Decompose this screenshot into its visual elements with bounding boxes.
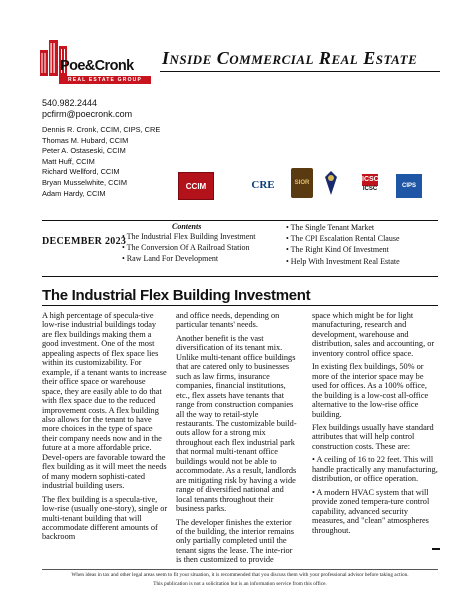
issue-date: DECEMBER 2023 — [42, 236, 127, 247]
paragraph: The flex building is a specula-tive, low-rise (usually one-story), single or multi-tenant building that will accommodate different amounts of backroom — [42, 494, 168, 542]
paragraph: A high percentage of specula-tive low-rise industrial buildings today are flex buildings making them a good investment. One of the most appealing aspects of flex space lies within its customizability. For example, if a tenant wants to increase their office space or warehouse space, they are easily able to do that with flex space due to the reduced improvement costs. A flex building also allows for the tenant to have more choices in the type of space their company needs now and in the future at a more affordable price. Devel-opers are favorable toward the flex building as it will meet the needs of many modern sophisti-cated industrial building users. — [42, 311, 167, 491]
toc-item[interactable]: • Help With Investment Real Estate — [286, 256, 400, 266]
article-column-1 — [42, 311, 168, 546]
icsc-logo — [360, 168, 380, 198]
staff-member: Dennis R. Cronk, CCIM, CIPS, CRE — [42, 125, 161, 134]
company-subtitle: REAL ESTATE GROUP — [59, 76, 151, 84]
cips-logo: CIPS — [396, 174, 422, 198]
toc-item[interactable]: • Raw Land For Development — [122, 254, 219, 264]
cm-logo — [322, 168, 340, 198]
company-name: Poe&Cronk — [60, 58, 134, 74]
title-divider — [160, 71, 440, 72]
paragraph: The developer finishes the exterior of the building, the interior remains only partially completed until the tenant signs the lease. The inte-rior is then customized to provide — [176, 517, 294, 565]
paragraph: Flex buildings usually have standard attributes that will help control construction costs. These are: — [312, 422, 434, 451]
paragraph: and office needs, depending on particular tenants' needs. — [176, 311, 280, 330]
article-column-3 — [312, 311, 438, 539]
staff-member: Matt Huff, CCIM — [42, 156, 95, 166]
sior-logo: SIOR — [291, 168, 313, 198]
staff-member: Thomas M. Hubard, CCIM — [42, 135, 129, 145]
article-column-2 — [176, 311, 298, 569]
toc-item[interactable]: • The Single Tenant Market — [286, 223, 375, 232]
phone-number[interactable]: 540.982.2444 — [42, 98, 98, 108]
toc-item[interactable]: • The CPI Escalation Rental Clause — [286, 234, 400, 244]
footer-note: This publication is not a solicitation but is an information service from this office. — [153, 581, 327, 587]
contents-list-left — [122, 231, 256, 265]
article-divider — [42, 305, 438, 306]
paragraph: In existing flex buildings, 50% or more of the interior space may be used for offices. As a 100% office, the building is a low-cost all-office alternative to the low-rise office building. — [312, 362, 429, 419]
paragraph: Another benefit is the vast diversification of its tenant mix. Unlike multi-tenant office buildings that are catered only to businesses such as law firms, insurance companies, financial institutions, etc., flex assets have tenants that range from construction companies all the way to retail-style restaurants. The customizable build-outs allow for a strong mix throughout each flex industrial park that normal multi-tenant office buildings would not be able to accommodate. As a result, landlords are mitigating risk by having a wide range of diversified national and local tenants throughout their business parks. — [176, 333, 297, 514]
toc-item[interactable]: • The Industrial Flex Building Investment — [122, 232, 256, 241]
toc-item[interactable]: • The Right Kind Of Investment — [286, 245, 389, 255]
bullet-item: • A ceiling of 16 to 22 feet. This will handle practically any manufacturing, distribution, or office operation. — [312, 455, 438, 484]
cm-emblem-icon — [323, 169, 339, 197]
staff-member: Adam Hardy, CCIM — [42, 188, 106, 198]
staff-list — [42, 125, 160, 199]
continued-marker — [432, 548, 440, 550]
toc-item[interactable]: • The Conversion Of A Railroad Station — [122, 243, 250, 253]
staff-member: Peter A. Ostaseski, CCIM — [42, 146, 126, 156]
icsc-mark: ICSC — [362, 174, 378, 186]
contents-heading: Contents — [172, 222, 202, 231]
ccim-logo: CCIM — [178, 172, 214, 200]
cre-logo: CRE — [251, 179, 275, 191]
footer-divider — [42, 569, 438, 570]
paragraph: space which might be for light manufacturing, research and development, warehouse and distribution, sales and accounting, or inventory control office space. — [312, 311, 435, 358]
article-title: The Industrial Flex Building Investment — [42, 287, 311, 304]
footer-disclaimer: When ideas in tax and other legal areas seem to fit your situation, it is recommended that you discuss them with your professional advisor before taking action. — [71, 572, 409, 578]
icsc-label: ICSC — [362, 186, 378, 192]
staff-member: Bryan Musselwhite, CCIM — [42, 177, 128, 187]
company-logo — [38, 36, 150, 96]
email-address[interactable]: pcfirm@poecronk.com — [42, 109, 133, 119]
staff-member: Richard Wellford, CCIM — [42, 167, 120, 177]
contents-list-right — [286, 222, 400, 267]
bullet-item: • A modern HVAC system that will provide zoned tempera-ture control capability, advanced security measures, and "clean" atmospheres throughout. — [312, 487, 430, 535]
publication-title: Inside Commercial Real Estate — [162, 48, 418, 68]
